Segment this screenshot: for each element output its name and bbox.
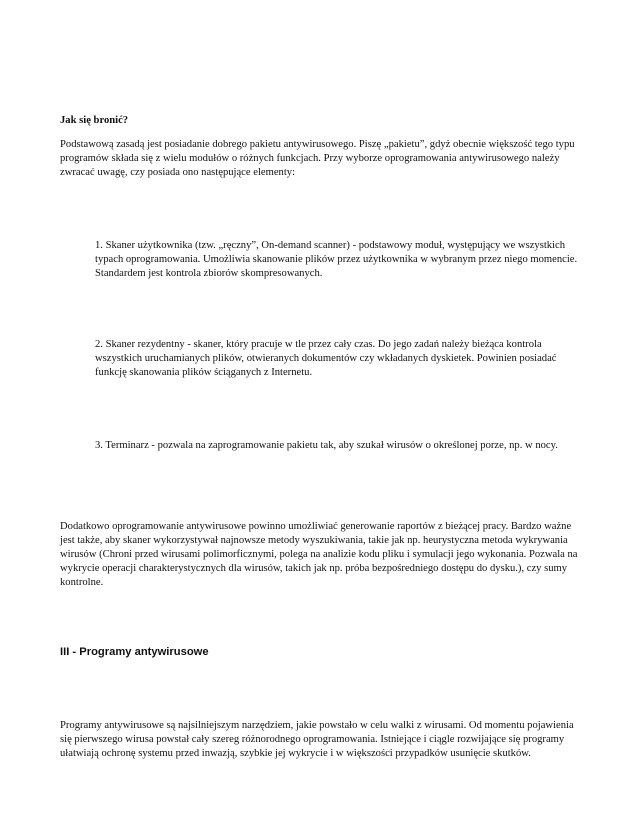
list-item-resident-scanner: 2. Skaner rezydentny - skaner, który pracuje w tle przez cały czas. Do jego zadań należy bieżąca kontrola wszystkich uruchamianych plików, otwieranych dokumentów czy wkładanych dyskietek. Powinien posiadać funkcję skanowania plików ściąganych z Internetu. — [95, 339, 557, 378]
document-heading: Jak się bronić? — [60, 115, 129, 126]
list-item-scheduler: 3. Terminarz - pozwala na zaprogramowanie pakietu tak, aby szukał wirusów o określonej porze, np. w nocy. — [95, 440, 558, 451]
additional-paragraph: Dodatkowo oprogramowanie antywirusowe powinno umożliwiać generowanie raportów z bieżącej pracy. Bardzo ważne jest także, aby skaner wykorzystywał najnowsze metody wyszukiwania, takie jak np. heurystyczna metoda wykrywania wirusów (Chroni przed wirusami polimorficznymi, polega na analizie kodu pliku i symulacji jego wykonania. Pozwala na wykrycie operacji charakterystycznych dla wirusów, takich jak np. próba bezpośredniego dostępu do dysku.), czy sumy kontrolne. — [60, 521, 578, 588]
intro-paragraph: Podstawową zasadą jest posiadanie dobrego pakietu antywirusowego. Piszę „pakietu”, gdyż obecnie większość tego typu programów składa się z wielu modułów o różnych funkcjach. Przy wyborze oprogramowania antywirusowego należy zwracać uwagę, czy posiada ono następujące elementy: — [60, 139, 575, 178]
section-title: III - Programy antywirusowe — [60, 646, 209, 658]
section-paragraph: Programy antywirusowe są najsilniejszym narzędziem, jakie powstało w celu walki z wirusami. Od momentu pojawienia się pierwszego wirusa powstał cały szereg różnorodnego oprogramowania. Istniejące i ciągle rozwijające się programy ułatwiają ochronę systemu przed inwazją, szybkie jej wykrycie i w większości przypadków usunięcie skutków. — [60, 720, 574, 759]
list-item-user-scanner: 1. Skaner użytkownika (tzw. „ręczny”, On-demand scanner) - podstawowy moduł, występujący we wszystkich typach oprogramowania. Umożliwia skanowanie plików przez użytkownika w wybranym przez niego momencie. Standardem jest kontrola zbiorów skompresowanych. — [95, 240, 578, 279]
